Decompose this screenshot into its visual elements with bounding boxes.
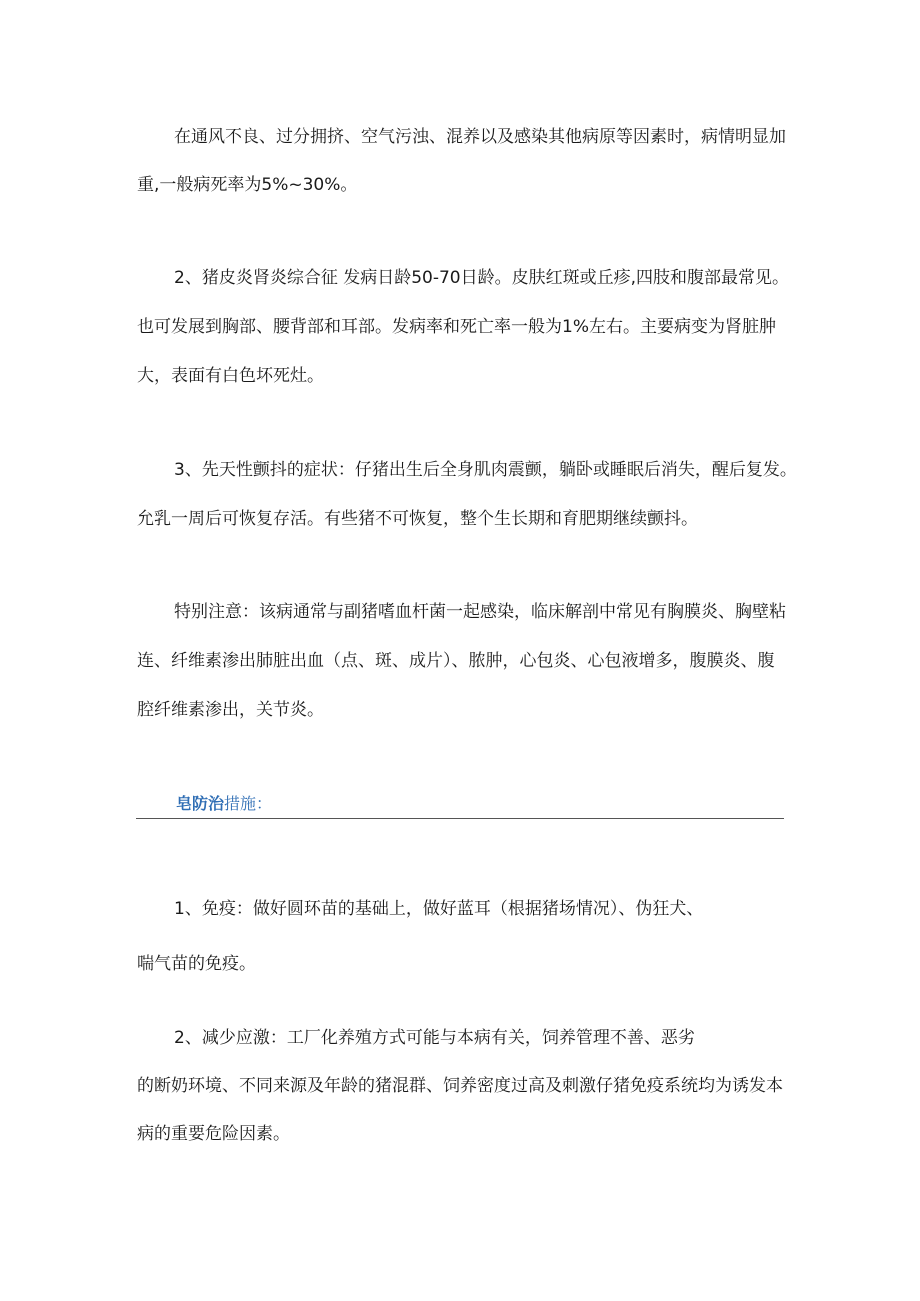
paragraph-1-line-2: 重,一般病死率为5%~30%。 [137,175,358,195]
section-heading-rest: 措施： [224,794,273,813]
measure-2-line-2: 的断奶环境、不同来源及年龄的猪混群、饲养密度过高及刺激仔猪免疫系统均为诱发本 [137,1076,783,1096]
measure-1-line-1: 1、免疫：做好圆环苗的基础上，做好蓝耳（根据猪场情况）、伪狂犬、 [174,899,704,919]
measure-1-line-2: 喘气苗的免疫。 [137,954,256,974]
section-divider [136,818,784,819]
paragraph-3-line-2: 允乳一周后可恢复存活。有些猪不可恢复，整个生长期和育肥期继续颤抖。 [137,509,698,529]
section-heading [176,793,272,815]
paragraph-3-line-1: 3、先天性颤抖的症状：仔猪出生后全身肌肉震颤，躺卧或睡眠后消失，醒后复发。 [174,460,797,480]
paragraph-2-line-3: 大，表面有白色坏死灶。 [137,366,324,386]
measure-2-line-3: 病的重要危险因素。 [137,1124,290,1144]
paragraph-4-line-2: 连、纤维素渗出肺脏出血（点、斑、成片）、脓肿，心包炎、心包液增多，腹膜炎、腹 [137,651,775,671]
paragraph-4-line-3: 腔纤维素渗出，关节炎。 [137,700,324,720]
paragraph-4-line-1: 特别注意：该病通常与副猪嗜血杆菌一起感染，临床解剖中常见有胸膜炎、胸壁粘 [174,602,786,622]
measure-2-line-1: 2、减少应激：工厂化养殖方式可能与本病有关，饲养管理不善、恶劣 [174,1028,695,1048]
paragraph-2-line-2: 也可发展到胸部、腰背部和耳部。发病率和死亡率一般为1%左右。主要病变为肾脏肿 [137,317,776,337]
paragraph-2-line-1: 2、猪皮炎肾炎综合征 发病日龄50-70日龄。皮肤红斑或丘疹,四肢和腹部最常见。 [174,268,790,288]
paragraph-1-line-1: 在通风不良、过分拥挤、空气污浊、混养以及感染其他病原等因素时，病情明显加 [174,127,786,147]
section-heading-bold: 皂防治 [176,794,225,813]
